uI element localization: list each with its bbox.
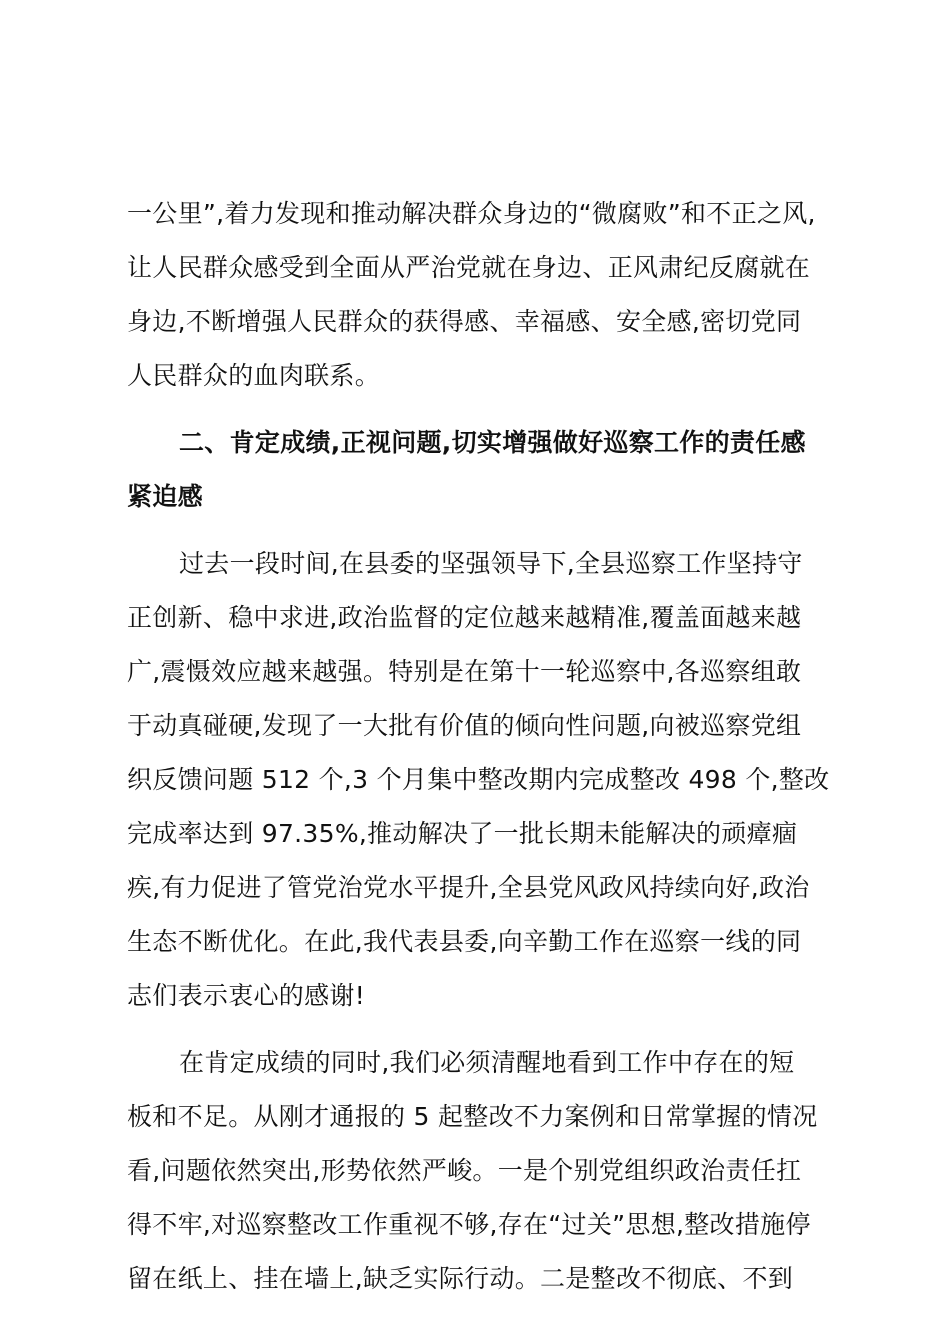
text-line: 志们表示衷心的感谢!	[127, 981, 366, 1010]
text-line: 广,震慑效应越来越强。特别是在第十一轮巡察中,各巡察组敢	[127, 657, 802, 686]
section-heading	[127, 416, 827, 524]
text-line: 过去一段时间,在县委的坚强领导下,全县巡察工作坚持守	[179, 549, 803, 578]
text-line: 于动真碰硬,发现了一大批有价值的倾向性问题,向被巡察党组	[127, 711, 802, 740]
text-line: 生态不断优化。在此,我代表县委,向辛勤工作在巡察一线的同	[127, 927, 802, 956]
paragraph-continuation	[127, 187, 827, 403]
text-line: 疾,有力促进了管党治党水平提升,全县党风政风持续向好,政治	[127, 873, 810, 902]
text-line: 留在纸上、挂在墙上,缺乏实际行动。二是整改不彻底、不到	[127, 1264, 794, 1293]
paragraph-problems	[127, 1036, 827, 1306]
text-line: 一公里”,着力发现和推动解决群众身边的“微腐败”和不正之风,	[127, 199, 816, 228]
text-line: 在肯定成绩的同时,我们必须清醒地看到工作中存在的短	[179, 1048, 795, 1077]
text-line: 完成率达到 97.35%,推动解决了一批长期未能解决的顽瘴痼	[127, 819, 798, 848]
text-line: 得不牢,对巡察整改工作重视不够,存在“过关”思想,整改措施停	[127, 1210, 811, 1239]
heading-line: 二、肯定成绩,正视问题,切实增强做好巡察工作的责任感	[179, 428, 806, 457]
text-line: 板和不足。从刚才通报的 5 起整改不力案例和日常掌握的情况	[127, 1102, 818, 1131]
text-line: 看,问题依然突出,形势依然严峻。一是个别党组织政治责任扛	[127, 1156, 802, 1185]
text-line: 人民群众的血肉联系。	[127, 361, 381, 390]
text-line: 织反馈问题 512 个,3 个月集中整改期内完成整改 498 个,整改	[127, 765, 830, 794]
heading-line: 紧迫感	[127, 482, 203, 511]
text-line: 身边,不断增强人民群众的获得感、幸福感、安全感,密切党同	[127, 307, 802, 336]
document-body	[127, 187, 830, 1319]
paragraph-achievements	[127, 537, 830, 1023]
text-line: 正创新、稳中求进,政治监督的定位越来越精准,覆盖面越来越	[127, 603, 802, 632]
text-line: 让人民群众感受到全面从严治党就在身边、正风肃纪反腐就在	[127, 253, 811, 282]
